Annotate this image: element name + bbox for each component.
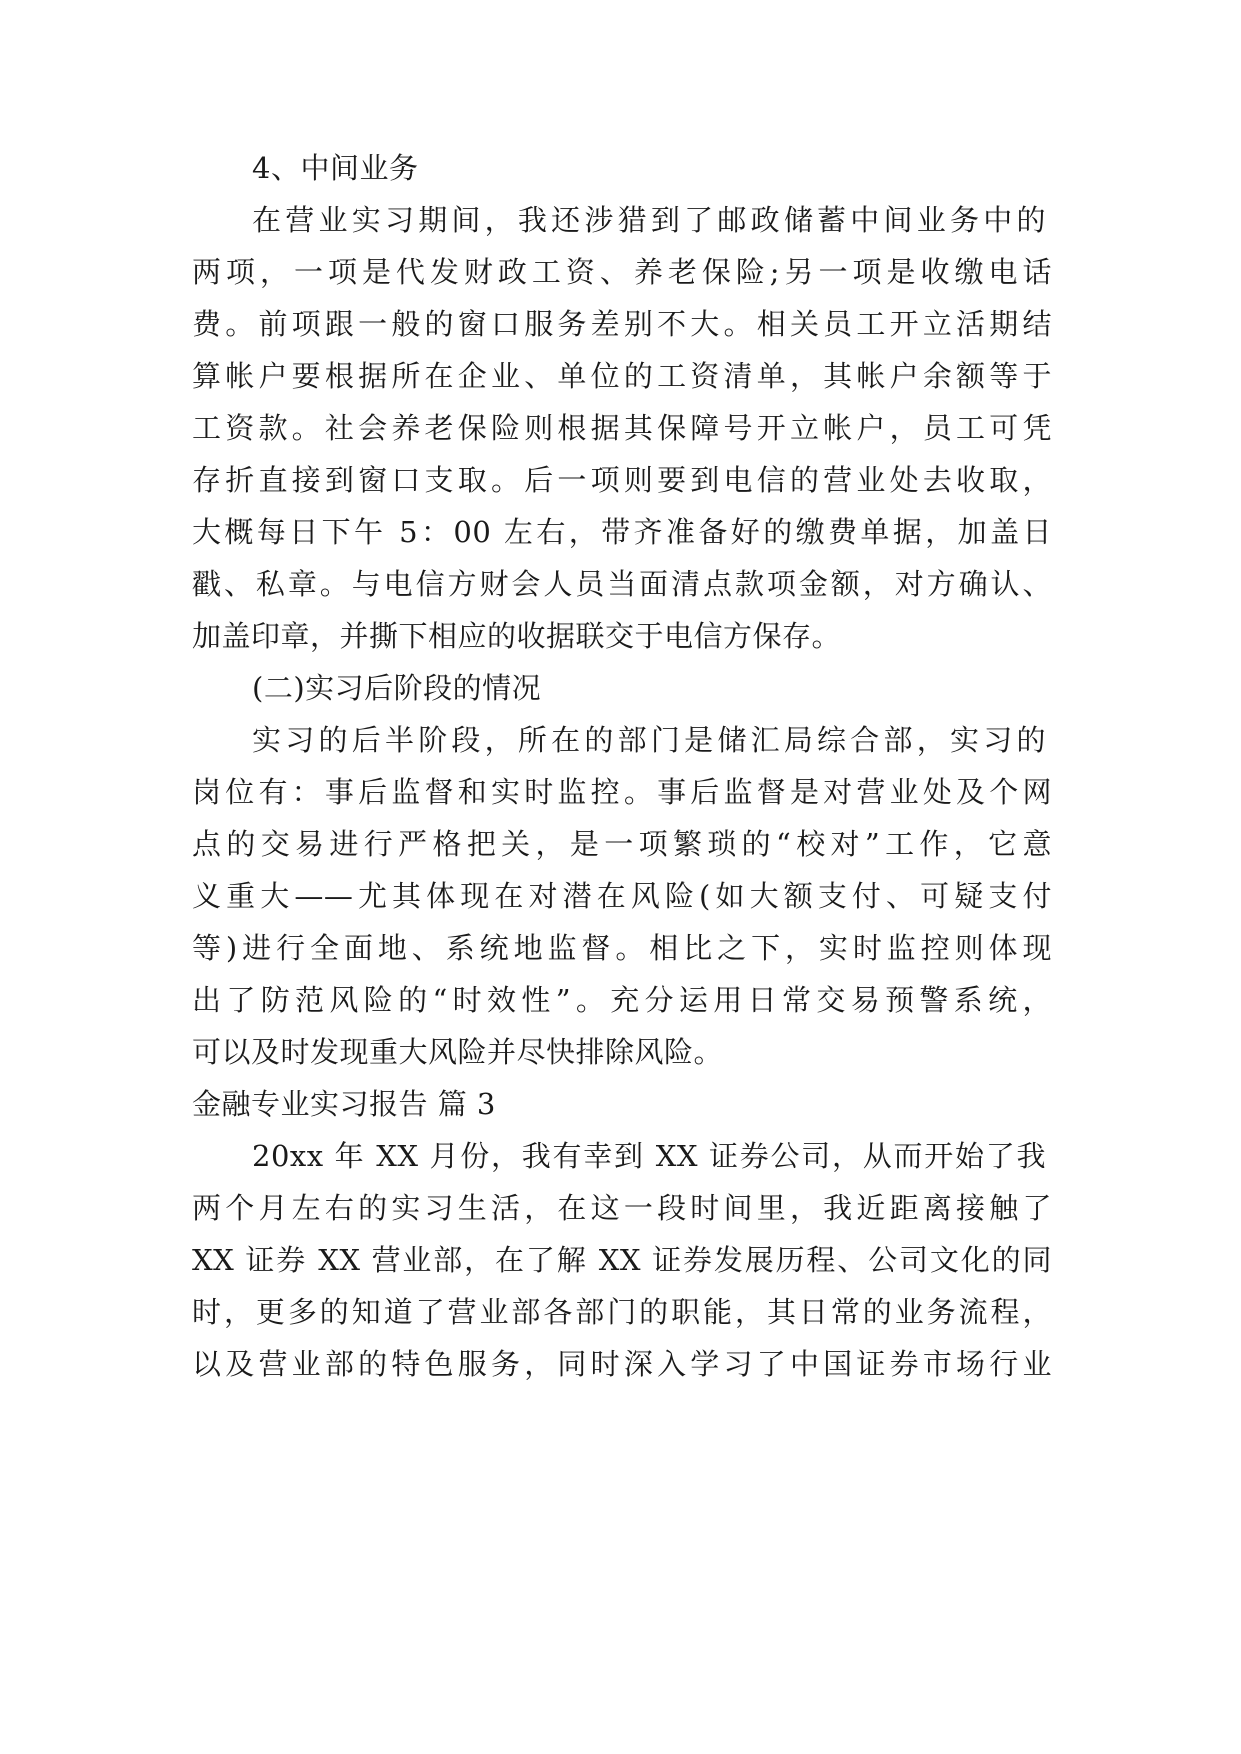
paragraph-line: 等)进行全面地、系统地监督。相比之下，实时监控则体现	[192, 931, 1052, 965]
paragraph-line: 义重大——尤其体现在对潜在风险(如大额支付、可疑支付	[192, 879, 1052, 913]
paragraph-line: 存折直接到窗口支取。后一项则要到电信的营业处去收取，	[192, 463, 1052, 497]
paragraph-line: 岗位有：事后监督和实时监控。事后监督是对营业处及个网	[192, 775, 1052, 809]
paragraph-line: 两个月左右的实习生活，在这一段时间里，我近距离接触了	[192, 1191, 1052, 1225]
paragraph-line: 可以及时发现重大风险并尽快排除风险。	[192, 1035, 724, 1069]
paragraph-line: XX 证券 XX 营业部，在了解 XX 证券发展历程、公司文化的同	[192, 1243, 1052, 1277]
paragraph-line: 工资款。社会养老保险则根据其保障号开立帐户，员工可凭	[192, 411, 1052, 445]
paragraph-line: 20xx 年 XX 月份，我有幸到 XX 证券公司，从而开始了我	[252, 1139, 1046, 1173]
section-heading: 4、中间业务	[252, 151, 419, 185]
paragraph-line: 大概每日下午 5：00 左右，带齐准备好的缴费单据，加盖日	[192, 515, 1052, 549]
paragraph-line: 实习的后半阶段，所在的部门是储汇局综合部，实习的	[252, 723, 1046, 757]
paragraph-line: 算帐户要根据所在企业、单位的工资清单，其帐户余额等于	[192, 359, 1052, 393]
section-heading: (二)实习后阶段的情况	[252, 671, 542, 705]
paragraph-line: 时，更多的知道了营业部各部门的职能，其日常的业务流程，	[192, 1295, 1052, 1329]
paragraph-line: 点的交易进行严格把关，是一项繁琐的“校对”工作，它意	[192, 827, 1052, 861]
paragraph-line: 两项，一项是代发财政工资、养老保险;另一项是收缴电话	[192, 255, 1052, 289]
paragraph-line: 戳、私章。与电信方财会人员当面清点款项金额，对方确认、	[192, 567, 1052, 601]
paragraph-line: 费。前项跟一般的窗口服务差别不大。相关员工开立活期结	[192, 307, 1052, 341]
paragraph-line: 出了防范风险的“时效性”。充分运用日常交易预警系统，	[192, 983, 1052, 1017]
paragraph-line: 加盖印章，并撕下相应的收据联交于电信方保存。	[192, 619, 842, 653]
paragraph-line: 以及营业部的特色服务，同时深入学习了中国证券市场行业	[192, 1347, 1052, 1381]
article-title: 金融专业实习报告 篇 3	[192, 1087, 496, 1121]
paragraph-line: 在营业实习期间，我还涉猎到了邮政储蓄中间业务中的	[252, 203, 1046, 237]
